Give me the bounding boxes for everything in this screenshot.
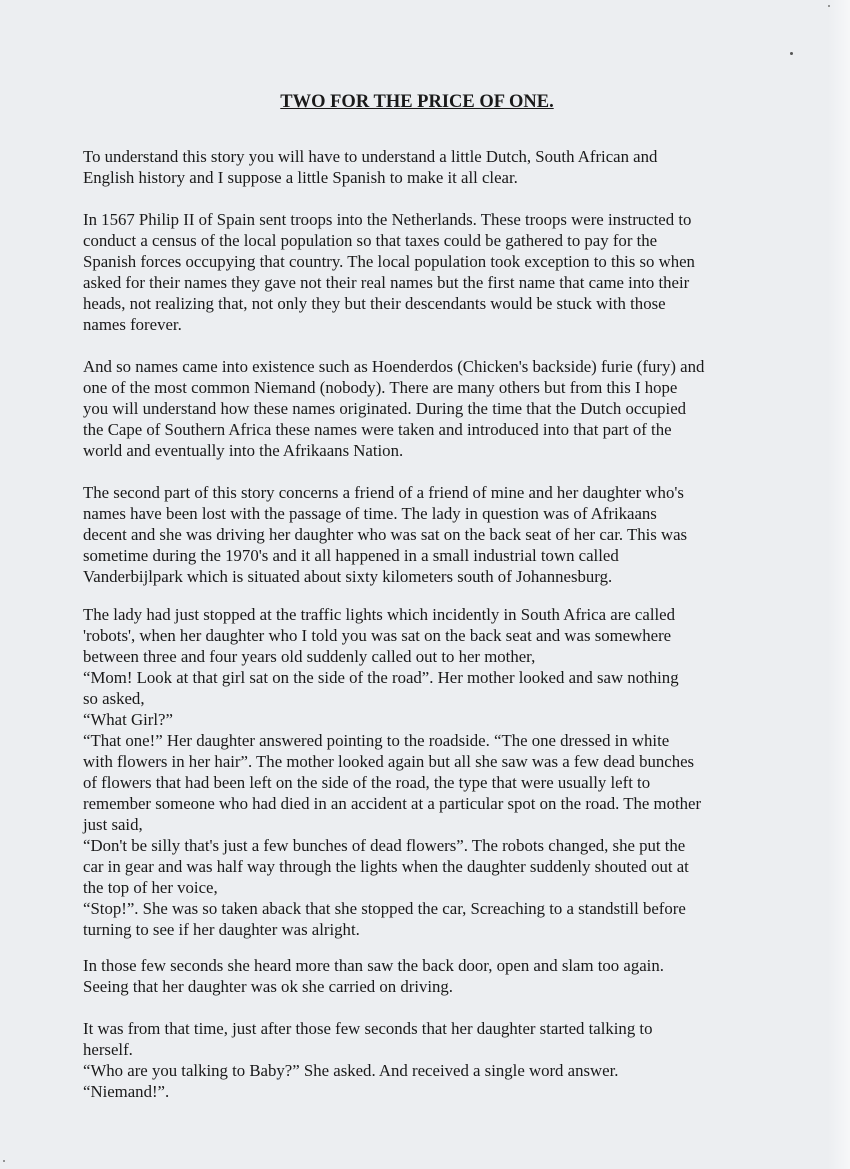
document-title: TWO FOR THE PRICE OF ONE.	[280, 92, 554, 112]
paragraph-intro: To understand this story you will have to understand a little Dutch, South African and English history and I suppose a little Spanish to make it all clear.	[83, 147, 658, 187]
scan-speck	[3, 1160, 5, 1162]
paragraph-niemand: It was from that time, just after those few seconds that her daughter started talking to herself. “Who are you talking to Baby?” She asked. And received a single word answer. “Niemand!”.	[83, 1019, 653, 1101]
paragraph-history: In 1567 Philip II of Spain sent troops into the Netherlands. These troops were instructed to conduct a census of the local population so that taxes could be gathered to pay for the Spanish forces occupying that country. The local population took exception to this so when asked for their names they gave not their real names but the first name that came into their heads, not realizing that, not only they but their descendants would be stuck with those names forever.	[83, 210, 695, 334]
paragraph-back-door: In those few seconds she heard more than saw the back door, open and slam too again. Seeing that her daughter was ok she carried on driving.	[83, 956, 664, 996]
scan-speck	[790, 52, 793, 55]
paragraph-names: And so names came into existence such as Hoenderdos (Chicken's backside) furie (fury) and one of the most common Niemand (nobody). There are many others but from this I hope you will understand how these names originated. During the time that the Dutch occupied the Cape of Southern Africa these names were taken and introduced into that part of the world and eventually into the Afrikaans Nation.	[83, 357, 705, 460]
scan-speck	[828, 5, 830, 7]
paragraph-traffic-lights: The lady had just stopped at the traffic lights which incidently in South Africa are called 'robots', when her daughter who I told you was sat on the back seat and was somewhere between three and four years old suddenly called out to her mother, “Mom! Look at that girl sat on the side of the road”. Her mother looked and saw nothing so asked, “What Girl?” “That one!” Her daughter answered pointing to the roadside. “The one dressed in white with flowers in her hair”. The mother looked again but all she saw was a few dead bunches of flowers that had been left on the side of the road, the type that were usually left to remember someone who had died in an accident at a particular spot on the road. The mother just said, “Don't be silly that's just a few bunches of dead flowers”. The robots changed, she put the car in gear and was half way through the lights when the daughter suddenly shouted out at the top of her voice, “Stop!”. She was so taken aback that she stopped the car, Screaching to a standstill before turning to see if her daughter was alright.	[83, 605, 702, 939]
page-edge	[828, 0, 850, 1169]
paragraph-friend: The second part of this story concerns a friend of a friend of mine and her daughter who's names have been lost with the passage of time. The lady in question was of Afrikaans decent and she was driving her daughter who was sat on the back seat of her car. This was sometime during the 1970's and it all happened in a small industrial town called Vanderbijlpark which is situated about sixty kilometers south of Johannesburg.	[83, 483, 688, 586]
